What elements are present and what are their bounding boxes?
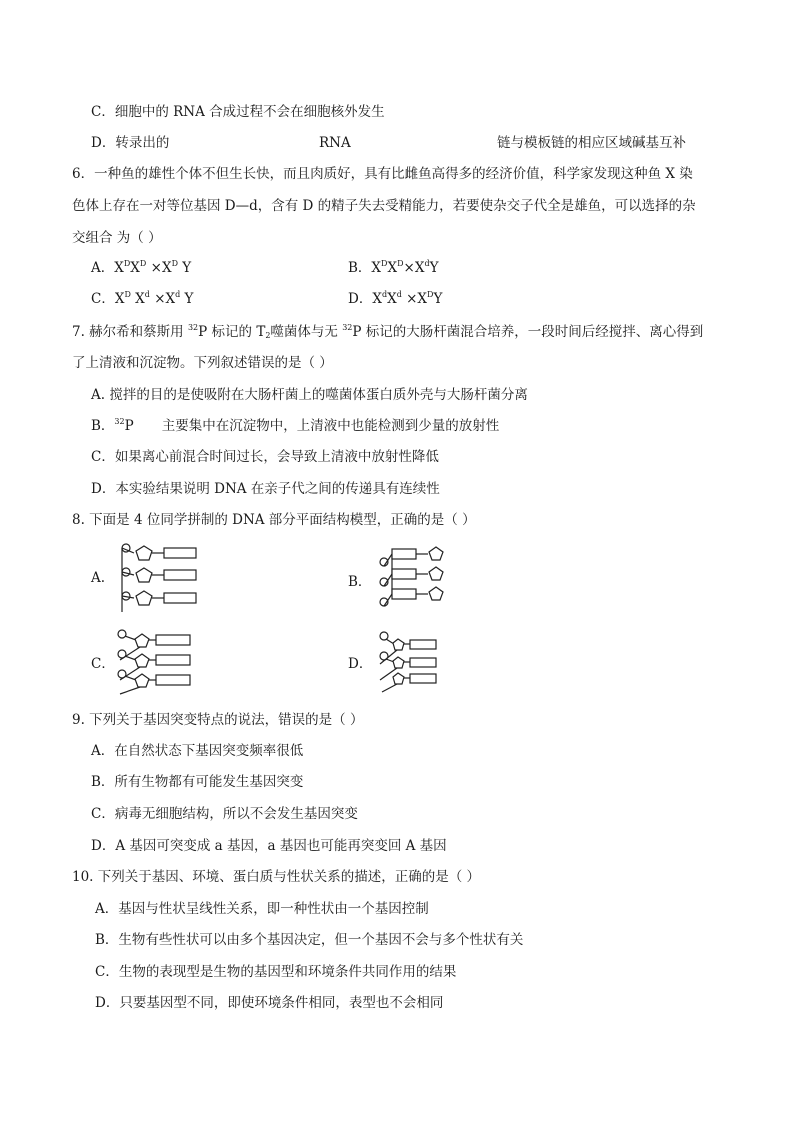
q8-model-b-diagram: [376, 544, 448, 612]
q8-label-c: C．: [91, 656, 115, 672]
q8-model-a-diagram: [112, 540, 202, 612]
q6-stem-line3: 交组合 为（ ）: [72, 230, 162, 246]
q7-option-c: C．如果离心前混合时间过长，会导致上清液中放射性降低: [91, 449, 439, 465]
q5-option-c: C．细胞中的 RNA 合成过程不会在细胞核外发生: [91, 104, 385, 120]
q6-d-mid1: X: [387, 291, 397, 307]
q6-c-mid1: X: [130, 291, 145, 307]
q7-stem-b: P 标记的 T: [198, 324, 266, 340]
q6-d-mid2: ×X: [401, 291, 428, 307]
q8-label-d: D．: [348, 656, 373, 672]
q6-option-a: [91, 258, 191, 278]
q7-option-d: D．本实验结果说明 DNA 在亲子代之间的传递具有连续性: [91, 481, 440, 497]
q10-option-b: B．生物有些性状可以由多个基因决定，但一个基因不会与多个性状有关: [95, 932, 524, 948]
q8-stem: 8. 下面是 4 位同学拼制的 DNA 部分平面结构模型，正确的是（ ）: [72, 512, 476, 528]
q6-c-sup1: D: [124, 290, 131, 299]
q6-d-pre: D．X: [348, 291, 382, 307]
q6-option-c: [91, 289, 193, 309]
q6-option-b: [348, 258, 439, 278]
q9-option-a: A．在自然状态下基因突变频率很低: [91, 743, 304, 759]
q10-stem: 10. 下列关于基因、环境、蛋白质与性状关系的描述，正确的是（ ）: [72, 869, 481, 885]
q6-b-mid1: X: [387, 260, 398, 276]
q6-d-sup3: D: [427, 290, 434, 299]
q6-c-end: Y: [180, 291, 194, 307]
q6-a-sup3: D: [171, 259, 178, 268]
q7-b-pre: B．: [91, 418, 115, 434]
q6-a-mid2: ×X: [146, 260, 172, 276]
q6-stem-line1: 6．一种鱼的雄性个体不但生长快，而且肉质好，具有比雌鱼高得多的经济价值，科学家发现这种鱼 X 染: [72, 166, 693, 182]
q6-b-sup3: d: [424, 259, 430, 268]
q6-c-sup3: d: [175, 290, 181, 299]
q6-b-sup1: D: [381, 259, 388, 268]
q6-a-sup2: D: [139, 259, 147, 268]
q6-b-end: Y: [429, 260, 439, 276]
q8-model-c-diagram: [114, 628, 196, 696]
q10-option-c: C．生物的表现型是生物的基因型和环境条件共同作用的结果: [95, 964, 457, 980]
q6-a-pre: A．X: [91, 260, 124, 276]
q6-c-sup2: d: [144, 290, 150, 299]
q6-stem-line2: 色体上存在一对等位基因 D—d，含有 D 的精子失去受精能力，若要使杂交子代全是雄鱼，可以选择的杂: [72, 198, 696, 214]
q6-d-end: Y: [433, 291, 443, 307]
q9-option-b: B．所有生物都有可能发生基因突变: [91, 774, 304, 790]
q7-stem-line1: [72, 322, 703, 342]
q6-b-pre: B．X: [348, 260, 382, 276]
q10-option-a: A．基因与性状呈线性关系，即一种性状由一个基因控制: [95, 901, 429, 917]
q7-stem-sup2: 32: [342, 323, 353, 332]
q8-label-b: B．: [348, 574, 372, 590]
q7-b-sup: 32: [114, 417, 125, 426]
q7-stem-sup1: 32: [187, 323, 199, 332]
q7-stem-d: P 标记的大肠杆菌混合培养，一段时间后经搅拌、离心得到: [352, 324, 704, 340]
q6-option-d: [348, 289, 442, 309]
q6-a-end: Y: [177, 260, 192, 276]
q6-c-pre: C．X: [91, 291, 125, 307]
q5-option-d-part3: 链与模板链的相应区域碱基互补: [497, 135, 686, 151]
q6-a-sup1: D: [123, 259, 131, 268]
q6-d-sup1: d: [381, 290, 388, 299]
q8-model-d-diagram: [376, 630, 440, 692]
q6-a-mid1: X: [130, 260, 140, 276]
q5-option-d: [91, 133, 686, 153]
q8-label-a: A.: [91, 570, 106, 586]
q7-stem-sub: 2: [265, 331, 271, 340]
q5-option-d-part1: D．转录出的: [91, 135, 170, 151]
q7-stem-c: 噬菌体与无: [270, 324, 343, 340]
q9-option-c: C．病毒无细胞结构，所以不会发生基因突变: [91, 806, 358, 822]
q6-b-sup2: D: [397, 259, 404, 268]
q6-d-sup2: d: [396, 290, 402, 299]
q6-b-mid2: ×X: [403, 260, 425, 276]
q7-b-rest: 主要集中在沉淀物中，上清液中也能检测到少量的放射性: [161, 418, 500, 434]
q10-option-d: D．只要基因型不同，即使环境条件相同，表型也不会相同: [95, 995, 444, 1011]
q6-c-mid2: ×X: [149, 291, 176, 307]
q7-stem-line2: 了上清液和沉淀物。下列叙述错误的是（ ）: [72, 355, 333, 371]
q7-b-p: P: [124, 418, 134, 434]
q7-option-a: A. 搅拌的目的是使吸附在大肠杆菌上的噬菌体蛋白质外壳与大肠杆菌分离: [91, 387, 528, 403]
q9-option-d: D．A 基因可突变成 a 基因，a 基因也可能再突变回 A 基因: [91, 838, 447, 854]
q7-option-b: [91, 416, 499, 436]
q9-stem: 9. 下列关于基因突变特点的说法，错误的是（ ）: [72, 712, 364, 728]
q5-option-d-part2: RNA: [319, 135, 351, 151]
q7-stem-a: 7. 赫尔希和蔡斯用: [72, 324, 188, 340]
